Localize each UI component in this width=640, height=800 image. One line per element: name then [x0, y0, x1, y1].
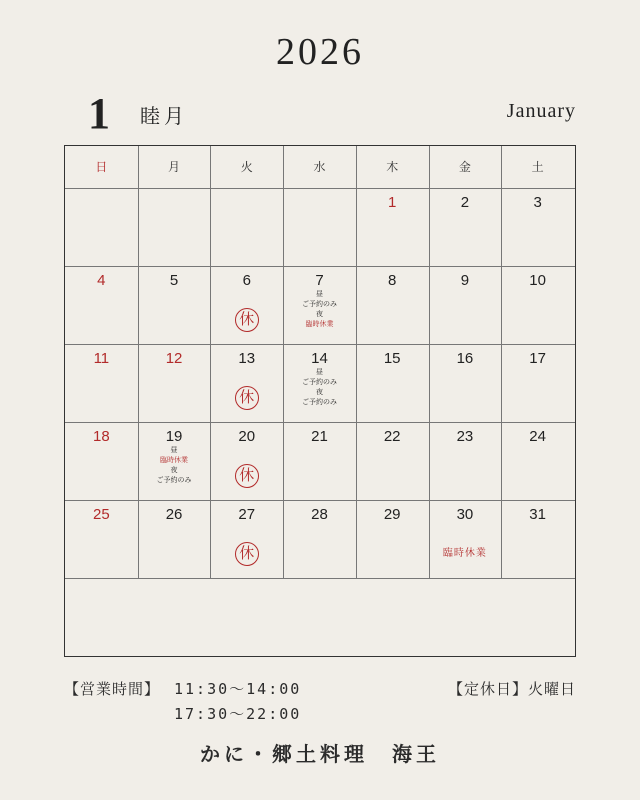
- day-cell: [501, 188, 574, 266]
- day-number: 23: [456, 428, 474, 445]
- weekday-header: 土: [531, 160, 544, 174]
- day-number: 25: [93, 506, 110, 523]
- day-note: 夜: [170, 466, 178, 474]
- month-english-name: January: [506, 100, 576, 122]
- day-note: 臨時休業: [160, 456, 189, 464]
- day-number: 6: [242, 272, 251, 289]
- month-japanese-name: 睦月: [140, 104, 188, 128]
- regular-holiday: 【定休日】火曜日: [447, 680, 576, 698]
- day-cell: [65, 422, 138, 500]
- day-number: 24: [529, 428, 546, 445]
- weekday-header-row: [65, 146, 575, 189]
- closed-stamp-icon: 休: [235, 386, 259, 410]
- day-number: 16: [456, 350, 474, 367]
- day-number: 3: [533, 194, 542, 211]
- grid-row-divider: [65, 578, 575, 579]
- day-note: 昼: [315, 290, 323, 298]
- day-cell: [65, 266, 138, 344]
- day-cell: [210, 344, 283, 422]
- day-cell: [210, 500, 283, 578]
- day-cell: [429, 422, 502, 500]
- day-cell: [138, 266, 211, 344]
- temporary-closure-note: 臨時休業: [442, 548, 487, 559]
- day-cell: [210, 266, 283, 344]
- dinner-hours: 17:30～22:00: [174, 705, 302, 723]
- day-number: 5: [169, 272, 179, 289]
- day-cell: [429, 266, 502, 344]
- day-note: ご予約のみ: [156, 476, 192, 484]
- weekday-header: 日: [95, 160, 108, 174]
- day-number: 14: [311, 350, 328, 367]
- closed-stamp-icon: 休: [235, 308, 259, 332]
- day-cell: [210, 188, 283, 266]
- day-cell: [65, 500, 138, 578]
- day-number: 21: [311, 428, 328, 445]
- lunch-hours: 11:30～14:00: [174, 680, 302, 698]
- day-cell: [356, 344, 429, 422]
- day-cell: [429, 500, 502, 578]
- day-number: 28: [311, 506, 328, 523]
- day-cell: [356, 266, 429, 344]
- day-note: 夜: [315, 388, 323, 396]
- day-note: 夜: [315, 310, 323, 318]
- day-number: 30: [456, 506, 474, 523]
- day-number: 26: [165, 506, 183, 523]
- day-number: 17: [529, 350, 546, 367]
- day-number: 29: [383, 506, 401, 523]
- day-cell: [283, 266, 356, 344]
- day-number: 19: [165, 428, 183, 445]
- day-cell: [210, 422, 283, 500]
- calendar-grid: [64, 145, 576, 657]
- weekday-header: 木: [386, 160, 399, 174]
- day-number: 4: [97, 272, 106, 289]
- day-number: 11: [93, 350, 110, 367]
- day-cell: [356, 188, 429, 266]
- day-cell: [138, 344, 211, 422]
- business-hours-label: 【営業時間】: [64, 680, 161, 698]
- day-cell: [501, 422, 574, 500]
- shop-name: かに・郷土料理 海王: [200, 742, 440, 766]
- day-cell: [501, 266, 574, 344]
- year-title: 2026: [276, 31, 364, 73]
- day-cell: [429, 344, 502, 422]
- weekday-header: 火: [240, 160, 253, 174]
- day-cell: [356, 500, 429, 578]
- day-number: 12: [165, 350, 183, 367]
- day-number: 13: [238, 350, 256, 367]
- day-note: 昼: [170, 446, 178, 454]
- weekday-header: 月: [168, 160, 181, 174]
- day-number: 9: [460, 272, 470, 289]
- day-number: 10: [529, 272, 546, 289]
- day-cell: [138, 422, 211, 500]
- day-number: 8: [388, 272, 397, 289]
- day-number: 31: [529, 506, 546, 523]
- day-number: 7: [315, 272, 324, 289]
- day-note: 昼: [315, 368, 323, 376]
- day-cell: [283, 422, 356, 500]
- day-cell: [138, 500, 211, 578]
- day-cell: [283, 344, 356, 422]
- weekday-header: 金: [458, 160, 471, 174]
- day-number: 15: [383, 350, 401, 367]
- day-number: 20: [238, 428, 256, 445]
- day-cell: [501, 344, 574, 422]
- day-number: 1: [388, 194, 397, 211]
- day-cell: [283, 500, 356, 578]
- month-number: 1: [88, 89, 110, 138]
- day-cell: [283, 188, 356, 266]
- day-note: ご予約のみ: [301, 300, 337, 308]
- day-cell: [65, 344, 138, 422]
- day-cell: [501, 500, 574, 578]
- closed-stamp-icon: 休: [235, 542, 259, 566]
- day-cell: [429, 188, 502, 266]
- day-number: 2: [460, 194, 470, 211]
- day-number: 22: [383, 428, 401, 445]
- day-note: 臨時休業: [305, 320, 334, 328]
- day-number: 27: [238, 506, 256, 523]
- day-note: ご予約のみ: [301, 398, 337, 406]
- closed-stamp-icon: 休: [235, 464, 259, 488]
- day-cell: [138, 188, 211, 266]
- day-cell: [356, 422, 429, 500]
- day-number: 18: [93, 428, 110, 445]
- day-cell: [65, 188, 138, 266]
- weekday-header: 水: [313, 160, 326, 174]
- day-note: ご予約のみ: [301, 378, 337, 386]
